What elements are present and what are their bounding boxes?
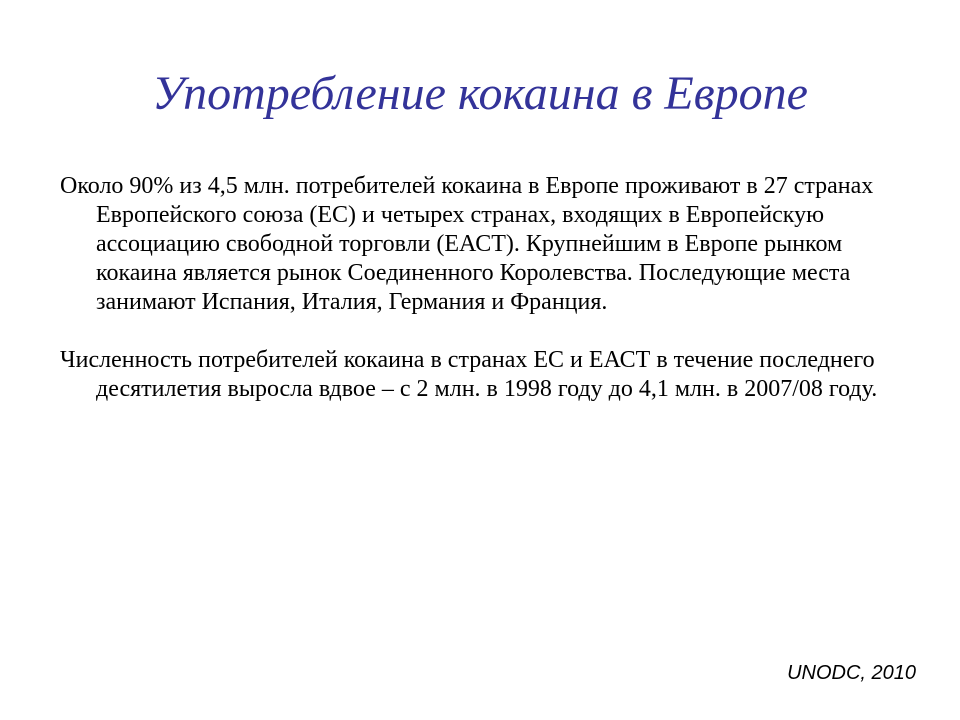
slide-body [60,172,910,404]
paragraph-cocaine-users-distribution: Около 90% из 4,5 млн. потребителей кокаина в Европе проживают в 27 странах Европейского союза (ЕС) и четырех странах, входящих в Европейскую ассоциацию свободной торговли (ЕАСТ). Крупнейшим в Европе рынком кокаина является рынок Соединенного Королевства. Последующие места занимают Испания, Италия, Германия и Франция. [60,173,874,315]
paragraph-cocaine-users-growth: Численность потребителей кокаина в странах ЕС и ЕАСТ в течение последнего десятилетия выросла вдвое – с 2 млн. в 1998 году до 4,1 млн. в 2007/08 году. [60,347,878,402]
source-citation: UNODC, 2010 [787,662,916,684]
slide-title: Употребление кокаина в Европе [152,67,808,120]
